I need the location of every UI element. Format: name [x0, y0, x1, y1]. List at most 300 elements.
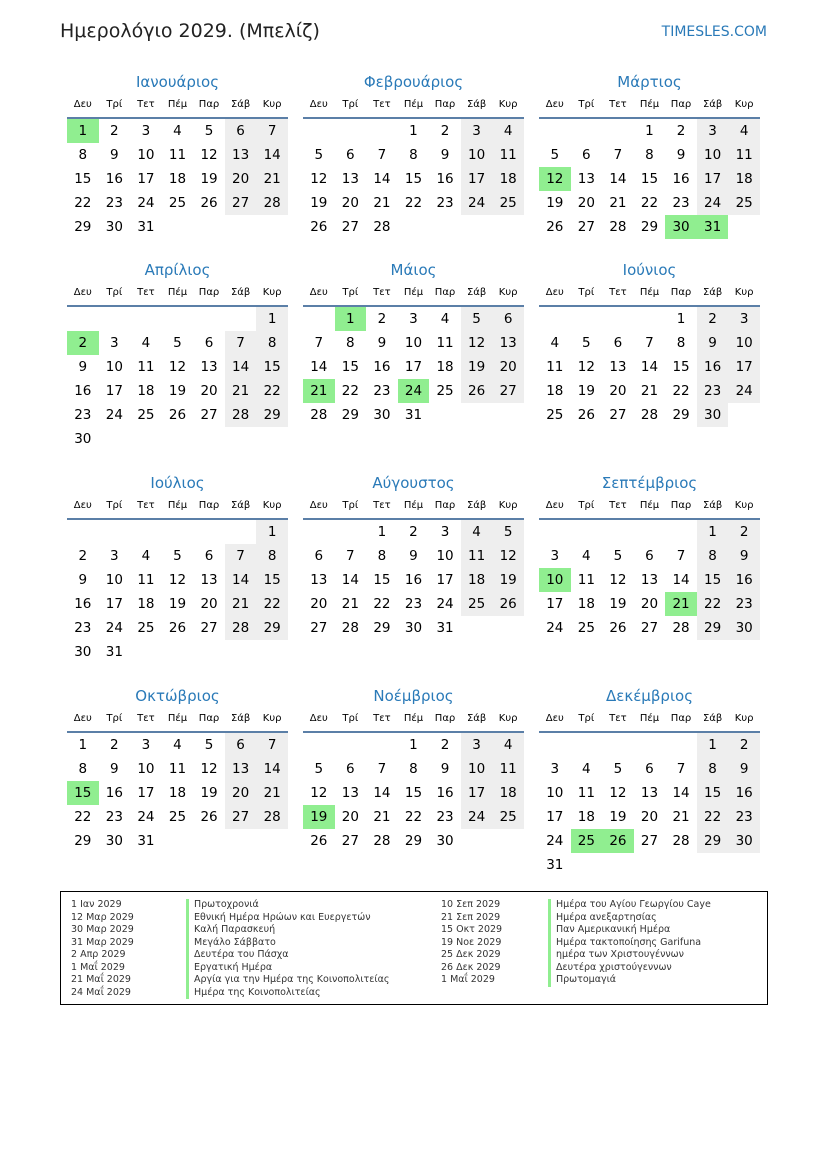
- day-cell[interactable]: 21: [225, 592, 257, 616]
- day-cell[interactable]: 11: [492, 143, 524, 167]
- day-cell[interactable]: 24: [105, 407, 123, 423]
- day-cell[interactable]: 10: [137, 761, 155, 777]
- day-cell[interactable]: 18: [168, 171, 187, 187]
- day-cell[interactable]: 8: [676, 335, 686, 351]
- day-cell[interactable]: 18: [168, 785, 187, 801]
- day-cell[interactable]: 23: [105, 809, 123, 825]
- day-cell[interactable]: 7: [314, 335, 324, 351]
- day-cell[interactable]: 7: [676, 548, 686, 564]
- day-cell[interactable]: 6: [346, 761, 355, 777]
- day-cell[interactable]: 15: [256, 355, 288, 379]
- brand-link[interactable]: TIMESLES.COM: [661, 24, 767, 40]
- day-cell[interactable]: 15: [640, 171, 659, 187]
- day-cell[interactable]: 3: [550, 761, 560, 777]
- day-cell[interactable]: 30: [105, 219, 123, 235]
- day-cell[interactable]: 15: [373, 572, 391, 588]
- day-cell[interactable]: 20: [577, 195, 595, 211]
- day-cell[interactable]: 12: [200, 147, 218, 163]
- day-cell[interactable]: 9: [409, 548, 418, 564]
- day-cell[interactable]: 4: [461, 520, 493, 544]
- day-cell[interactable]: 1: [697, 733, 729, 757]
- holiday-day-cell[interactable]: 15: [67, 781, 99, 805]
- day-cell[interactable]: 13: [577, 171, 595, 187]
- day-cell[interactable]: 25: [546, 407, 564, 423]
- day-cell[interactable]: 6: [582, 147, 591, 163]
- day-cell[interactable]: 13: [492, 331, 524, 355]
- day-cell[interactable]: 26: [546, 219, 564, 235]
- day-cell[interactable]: 28: [373, 219, 391, 235]
- day-cell[interactable]: 5: [613, 761, 623, 777]
- day-cell[interactable]: 15: [74, 171, 92, 187]
- day-cell[interactable]: 29: [74, 833, 92, 849]
- day-cell[interactable]: 21: [256, 781, 288, 805]
- day-cell[interactable]: 14: [373, 785, 391, 801]
- day-cell[interactable]: 5: [461, 307, 493, 331]
- holiday-day-cell[interactable]: 24: [398, 379, 430, 403]
- day-cell[interactable]: 8: [645, 147, 654, 163]
- day-cell[interactable]: 18: [728, 167, 760, 191]
- day-cell[interactable]: 2: [697, 307, 729, 331]
- day-cell[interactable]: 4: [492, 119, 524, 143]
- day-cell[interactable]: 20: [640, 809, 659, 825]
- day-cell[interactable]: 23: [436, 195, 454, 211]
- day-cell[interactable]: 27: [577, 219, 595, 235]
- day-cell[interactable]: 19: [609, 809, 627, 825]
- day-cell[interactable]: 20: [341, 809, 359, 825]
- day-cell[interactable]: 30: [105, 833, 123, 849]
- day-cell[interactable]: 17: [461, 781, 493, 805]
- day-cell[interactable]: 25: [168, 809, 187, 825]
- day-cell[interactable]: 29: [341, 407, 359, 423]
- day-cell[interactable]: 16: [436, 171, 454, 187]
- day-cell[interactable]: 27: [609, 407, 627, 423]
- day-cell[interactable]: 20: [341, 195, 359, 211]
- day-cell[interactable]: 27: [492, 379, 524, 403]
- day-cell[interactable]: 15: [404, 785, 423, 801]
- day-cell[interactable]: 24: [137, 809, 155, 825]
- day-cell[interactable]: 11: [577, 785, 595, 801]
- day-cell[interactable]: 9: [110, 761, 119, 777]
- day-cell[interactable]: 23: [436, 809, 454, 825]
- day-cell[interactable]: 6: [204, 548, 214, 564]
- day-cell[interactable]: 19: [546, 195, 564, 211]
- day-cell[interactable]: 31: [546, 857, 564, 873]
- day-cell[interactable]: 27: [341, 219, 359, 235]
- day-cell[interactable]: 14: [672, 572, 690, 588]
- day-cell[interactable]: 12: [609, 572, 627, 588]
- day-cell[interactable]: 23: [373, 383, 391, 399]
- day-cell[interactable]: 12: [168, 572, 187, 588]
- day-cell[interactable]: 16: [74, 596, 92, 612]
- day-cell[interactable]: 6: [492, 307, 524, 331]
- day-cell[interactable]: 5: [314, 761, 324, 777]
- day-cell[interactable]: 14: [640, 359, 659, 375]
- day-cell[interactable]: 25: [728, 191, 760, 215]
- day-cell[interactable]: 1: [676, 311, 686, 327]
- day-cell[interactable]: 12: [461, 331, 493, 355]
- day-cell[interactable]: 28: [672, 620, 690, 636]
- day-cell[interactable]: 6: [225, 733, 257, 757]
- day-cell[interactable]: 19: [461, 355, 493, 379]
- day-cell[interactable]: 16: [697, 355, 729, 379]
- day-cell[interactable]: 31: [436, 620, 454, 636]
- day-cell[interactable]: 26: [461, 379, 493, 403]
- day-cell[interactable]: 10: [728, 331, 760, 355]
- day-cell[interactable]: 29: [672, 407, 690, 423]
- day-cell[interactable]: 29: [404, 833, 423, 849]
- day-cell[interactable]: 3: [697, 119, 729, 143]
- day-cell[interactable]: 9: [676, 147, 686, 163]
- day-cell[interactable]: 19: [609, 596, 627, 612]
- day-cell[interactable]: 2: [676, 123, 686, 139]
- day-cell[interactable]: 4: [141, 335, 151, 351]
- day-cell[interactable]: 14: [672, 785, 690, 801]
- day-cell[interactable]: 26: [168, 620, 187, 636]
- day-cell[interactable]: 15: [256, 568, 288, 592]
- day-cell[interactable]: 10: [137, 147, 155, 163]
- day-cell[interactable]: 23: [728, 805, 760, 829]
- day-cell[interactable]: 17: [137, 785, 155, 801]
- day-cell[interactable]: 7: [613, 147, 623, 163]
- day-cell[interactable]: 25: [577, 620, 595, 636]
- day-cell[interactable]: 2: [110, 737, 119, 753]
- day-cell[interactable]: 16: [105, 785, 123, 801]
- holiday-day-cell[interactable]: 12: [539, 167, 571, 191]
- day-cell[interactable]: 13: [341, 785, 359, 801]
- day-cell[interactable]: 6: [346, 147, 355, 163]
- day-cell[interactable]: 3: [461, 119, 493, 143]
- day-cell[interactable]: 9: [697, 331, 729, 355]
- day-cell[interactable]: 22: [341, 383, 359, 399]
- day-cell[interactable]: 26: [492, 592, 524, 616]
- day-cell[interactable]: 17: [461, 167, 493, 191]
- day-cell[interactable]: 6: [314, 548, 324, 564]
- day-cell[interactable]: 24: [137, 195, 155, 211]
- day-cell[interactable]: 10: [546, 785, 564, 801]
- day-cell[interactable]: 13: [310, 572, 328, 588]
- day-cell[interactable]: 1: [645, 123, 654, 139]
- day-cell[interactable]: 18: [137, 596, 155, 612]
- day-cell[interactable]: 8: [409, 147, 418, 163]
- day-cell[interactable]: 7: [225, 331, 257, 355]
- day-cell[interactable]: 4: [728, 119, 760, 143]
- day-cell[interactable]: 22: [74, 809, 92, 825]
- day-cell[interactable]: 26: [200, 809, 218, 825]
- day-cell[interactable]: 29: [373, 620, 391, 636]
- day-cell[interactable]: 23: [105, 195, 123, 211]
- day-cell[interactable]: 14: [256, 143, 288, 167]
- day-cell[interactable]: 27: [310, 620, 328, 636]
- day-cell[interactable]: 19: [168, 383, 187, 399]
- day-cell[interactable]: 28: [373, 833, 391, 849]
- day-cell[interactable]: 19: [310, 195, 328, 211]
- day-cell[interactable]: 24: [105, 620, 123, 636]
- day-cell[interactable]: 17: [137, 171, 155, 187]
- day-cell[interactable]: 14: [225, 568, 257, 592]
- day-cell[interactable]: 8: [256, 544, 288, 568]
- day-cell[interactable]: 1: [409, 123, 418, 139]
- day-cell[interactable]: 22: [256, 379, 288, 403]
- day-cell[interactable]: 27: [341, 833, 359, 849]
- day-cell[interactable]: 5: [173, 548, 182, 564]
- day-cell[interactable]: 3: [409, 311, 418, 327]
- holiday-day-cell[interactable]: 1: [335, 307, 367, 331]
- day-cell[interactable]: 12: [310, 785, 328, 801]
- day-cell[interactable]: 27: [640, 833, 659, 849]
- day-cell[interactable]: 6: [225, 119, 257, 143]
- day-cell[interactable]: 28: [225, 403, 257, 427]
- day-cell[interactable]: 23: [697, 379, 729, 403]
- day-cell[interactable]: 18: [492, 167, 524, 191]
- day-cell[interactable]: 15: [697, 781, 729, 805]
- day-cell[interactable]: 24: [546, 620, 564, 636]
- day-cell[interactable]: 28: [310, 407, 328, 423]
- day-cell[interactable]: 9: [728, 544, 760, 568]
- day-cell[interactable]: 16: [404, 572, 423, 588]
- day-cell[interactable]: 13: [225, 143, 257, 167]
- holiday-day-cell[interactable]: 2: [67, 331, 99, 355]
- day-cell[interactable]: 22: [697, 592, 729, 616]
- day-cell[interactable]: 4: [173, 123, 182, 139]
- day-cell[interactable]: 28: [256, 191, 288, 215]
- day-cell[interactable]: 16: [728, 781, 760, 805]
- day-cell[interactable]: 8: [409, 761, 418, 777]
- day-cell[interactable]: 18: [577, 596, 595, 612]
- day-cell[interactable]: 25: [436, 383, 454, 399]
- day-cell[interactable]: 19: [200, 785, 218, 801]
- day-cell[interactable]: 2: [110, 123, 119, 139]
- day-cell[interactable]: 13: [609, 359, 627, 375]
- day-cell[interactable]: 6: [613, 335, 623, 351]
- day-cell[interactable]: 30: [404, 620, 423, 636]
- day-cell[interactable]: 8: [346, 335, 355, 351]
- day-cell[interactable]: 8: [697, 757, 729, 781]
- day-cell[interactable]: 11: [168, 147, 187, 163]
- day-cell[interactable]: 11: [436, 335, 454, 351]
- day-cell[interactable]: 16: [373, 359, 391, 375]
- day-cell[interactable]: 25: [492, 191, 524, 215]
- day-cell[interactable]: 4: [141, 548, 151, 564]
- day-cell[interactable]: 3: [461, 733, 493, 757]
- day-cell[interactable]: 30: [373, 407, 391, 423]
- day-cell[interactable]: 8: [78, 761, 88, 777]
- day-cell[interactable]: 14: [609, 171, 627, 187]
- day-cell[interactable]: 7: [377, 147, 387, 163]
- day-cell[interactable]: 16: [672, 171, 690, 187]
- day-cell[interactable]: 13: [200, 359, 218, 375]
- day-cell[interactable]: 5: [613, 548, 623, 564]
- day-cell[interactable]: 2: [78, 548, 88, 564]
- day-cell[interactable]: 24: [546, 833, 564, 849]
- day-cell[interactable]: 25: [137, 620, 155, 636]
- day-cell[interactable]: 29: [256, 403, 288, 427]
- day-cell[interactable]: 23: [74, 620, 92, 636]
- day-cell[interactable]: 13: [225, 757, 257, 781]
- day-cell[interactable]: 17: [404, 359, 423, 375]
- day-cell[interactable]: 11: [168, 761, 187, 777]
- day-cell[interactable]: 7: [346, 548, 355, 564]
- day-cell[interactable]: 15: [672, 359, 690, 375]
- day-cell[interactable]: 17: [105, 383, 123, 399]
- day-cell[interactable]: 20: [200, 383, 218, 399]
- day-cell[interactable]: 12: [168, 359, 187, 375]
- day-cell[interactable]: 23: [672, 195, 690, 211]
- day-cell[interactable]: 5: [204, 737, 214, 753]
- day-cell[interactable]: 27: [640, 620, 659, 636]
- day-cell[interactable]: 22: [256, 592, 288, 616]
- day-cell[interactable]: 5: [492, 520, 524, 544]
- day-cell[interactable]: 13: [640, 572, 659, 588]
- day-cell[interactable]: 10: [105, 359, 123, 375]
- day-cell[interactable]: 4: [173, 737, 182, 753]
- day-cell[interactable]: 14: [341, 572, 359, 588]
- day-cell[interactable]: 11: [492, 757, 524, 781]
- day-cell[interactable]: 1: [377, 524, 387, 540]
- day-cell[interactable]: 28: [225, 616, 257, 640]
- day-cell[interactable]: 1: [256, 520, 288, 544]
- day-cell[interactable]: 25: [168, 195, 187, 211]
- day-cell[interactable]: 2: [728, 733, 760, 757]
- day-cell[interactable]: 19: [168, 596, 187, 612]
- day-cell[interactable]: 14: [373, 171, 391, 187]
- day-cell[interactable]: 22: [404, 809, 423, 825]
- day-cell[interactable]: 7: [256, 119, 288, 143]
- day-cell[interactable]: 3: [550, 548, 560, 564]
- day-cell[interactable]: 18: [546, 383, 564, 399]
- day-cell[interactable]: 2: [440, 737, 450, 753]
- day-cell[interactable]: 10: [461, 757, 493, 781]
- day-cell[interactable]: 5: [550, 147, 560, 163]
- day-cell[interactable]: 21: [373, 809, 391, 825]
- day-cell[interactable]: 27: [225, 805, 257, 829]
- day-cell[interactable]: 16: [728, 568, 760, 592]
- day-cell[interactable]: 30: [74, 644, 92, 660]
- day-cell[interactable]: 28: [256, 805, 288, 829]
- day-cell[interactable]: 1: [256, 307, 288, 331]
- holiday-day-cell[interactable]: 10: [539, 568, 571, 592]
- day-cell[interactable]: 11: [137, 359, 155, 375]
- day-cell[interactable]: 23: [728, 592, 760, 616]
- day-cell[interactable]: 25: [492, 805, 524, 829]
- day-cell[interactable]: 21: [640, 383, 659, 399]
- day-cell[interactable]: 30: [728, 616, 760, 640]
- day-cell[interactable]: 4: [582, 761, 591, 777]
- day-cell[interactable]: 28: [640, 407, 659, 423]
- day-cell[interactable]: 9: [728, 757, 760, 781]
- day-cell[interactable]: 26: [168, 407, 187, 423]
- day-cell[interactable]: 23: [404, 596, 423, 612]
- day-cell[interactable]: 6: [204, 335, 214, 351]
- day-cell[interactable]: 12: [577, 359, 595, 375]
- day-cell[interactable]: 20: [200, 596, 218, 612]
- day-cell[interactable]: 7: [256, 733, 288, 757]
- day-cell[interactable]: 21: [256, 167, 288, 191]
- day-cell[interactable]: 9: [440, 147, 450, 163]
- day-cell[interactable]: 4: [550, 335, 560, 351]
- day-cell[interactable]: 5: [314, 147, 324, 163]
- day-cell[interactable]: 29: [256, 616, 288, 640]
- day-cell[interactable]: 30: [74, 431, 92, 447]
- day-cell[interactable]: 2: [728, 520, 760, 544]
- day-cell[interactable]: 15: [697, 568, 729, 592]
- day-cell[interactable]: 31: [137, 833, 155, 849]
- day-cell[interactable]: 21: [373, 195, 391, 211]
- day-cell[interactable]: 30: [436, 833, 454, 849]
- day-cell[interactable]: 3: [110, 335, 119, 351]
- day-cell[interactable]: 31: [105, 644, 123, 660]
- day-cell[interactable]: 3: [440, 524, 450, 540]
- day-cell[interactable]: 7: [225, 544, 257, 568]
- day-cell[interactable]: 3: [141, 123, 151, 139]
- day-cell[interactable]: 13: [341, 171, 359, 187]
- day-cell[interactable]: 11: [461, 544, 493, 568]
- day-cell[interactable]: 8: [256, 331, 288, 355]
- day-cell[interactable]: 12: [200, 761, 218, 777]
- day-cell[interactable]: 20: [225, 781, 257, 805]
- day-cell[interactable]: 12: [310, 171, 328, 187]
- day-cell[interactable]: 3: [110, 548, 119, 564]
- day-cell[interactable]: 3: [141, 737, 151, 753]
- day-cell[interactable]: 24: [461, 191, 493, 215]
- day-cell[interactable]: 28: [609, 219, 627, 235]
- day-cell[interactable]: 8: [377, 548, 387, 564]
- day-cell[interactable]: 18: [436, 359, 454, 375]
- day-cell[interactable]: 7: [377, 761, 387, 777]
- holiday-day-cell[interactable]: 21: [665, 592, 697, 616]
- day-cell[interactable]: 29: [697, 829, 729, 853]
- day-cell[interactable]: 31: [404, 407, 423, 423]
- day-cell[interactable]: 9: [78, 572, 88, 588]
- day-cell[interactable]: 27: [200, 620, 218, 636]
- day-cell[interactable]: 22: [697, 805, 729, 829]
- day-cell[interactable]: 14: [256, 757, 288, 781]
- day-cell[interactable]: 7: [645, 335, 654, 351]
- day-cell[interactable]: 28: [672, 833, 690, 849]
- day-cell[interactable]: 11: [137, 572, 155, 588]
- day-cell[interactable]: 10: [404, 335, 423, 351]
- day-cell[interactable]: 19: [200, 171, 218, 187]
- day-cell[interactable]: 18: [492, 781, 524, 805]
- day-cell[interactable]: 26: [609, 620, 627, 636]
- day-cell[interactable]: 21: [672, 809, 690, 825]
- day-cell[interactable]: 11: [728, 143, 760, 167]
- day-cell[interactable]: 12: [492, 544, 524, 568]
- day-cell[interactable]: 6: [645, 548, 654, 564]
- day-cell[interactable]: 29: [697, 616, 729, 640]
- day-cell[interactable]: 9: [440, 761, 450, 777]
- day-cell[interactable]: 8: [697, 544, 729, 568]
- day-cell[interactable]: 4: [582, 548, 591, 564]
- day-cell[interactable]: 2: [377, 311, 387, 327]
- day-cell[interactable]: 1: [697, 520, 729, 544]
- day-cell[interactable]: 2: [440, 123, 450, 139]
- holiday-day-cell[interactable]: 26: [602, 829, 634, 853]
- day-cell[interactable]: 17: [546, 596, 564, 612]
- day-cell[interactable]: 21: [341, 596, 359, 612]
- day-cell[interactable]: 10: [697, 143, 729, 167]
- day-cell[interactable]: 26: [577, 407, 595, 423]
- day-cell[interactable]: 24: [697, 191, 729, 215]
- day-cell[interactable]: 4: [492, 733, 524, 757]
- day-cell[interactable]: 20: [640, 596, 659, 612]
- day-cell[interactable]: 26: [310, 219, 328, 235]
- day-cell[interactable]: 9: [377, 335, 387, 351]
- holiday-day-cell[interactable]: 19: [303, 805, 335, 829]
- day-cell[interactable]: 14: [310, 359, 328, 375]
- day-cell[interactable]: 15: [404, 171, 423, 187]
- day-cell[interactable]: 16: [74, 383, 92, 399]
- day-cell[interactable]: 22: [74, 195, 92, 211]
